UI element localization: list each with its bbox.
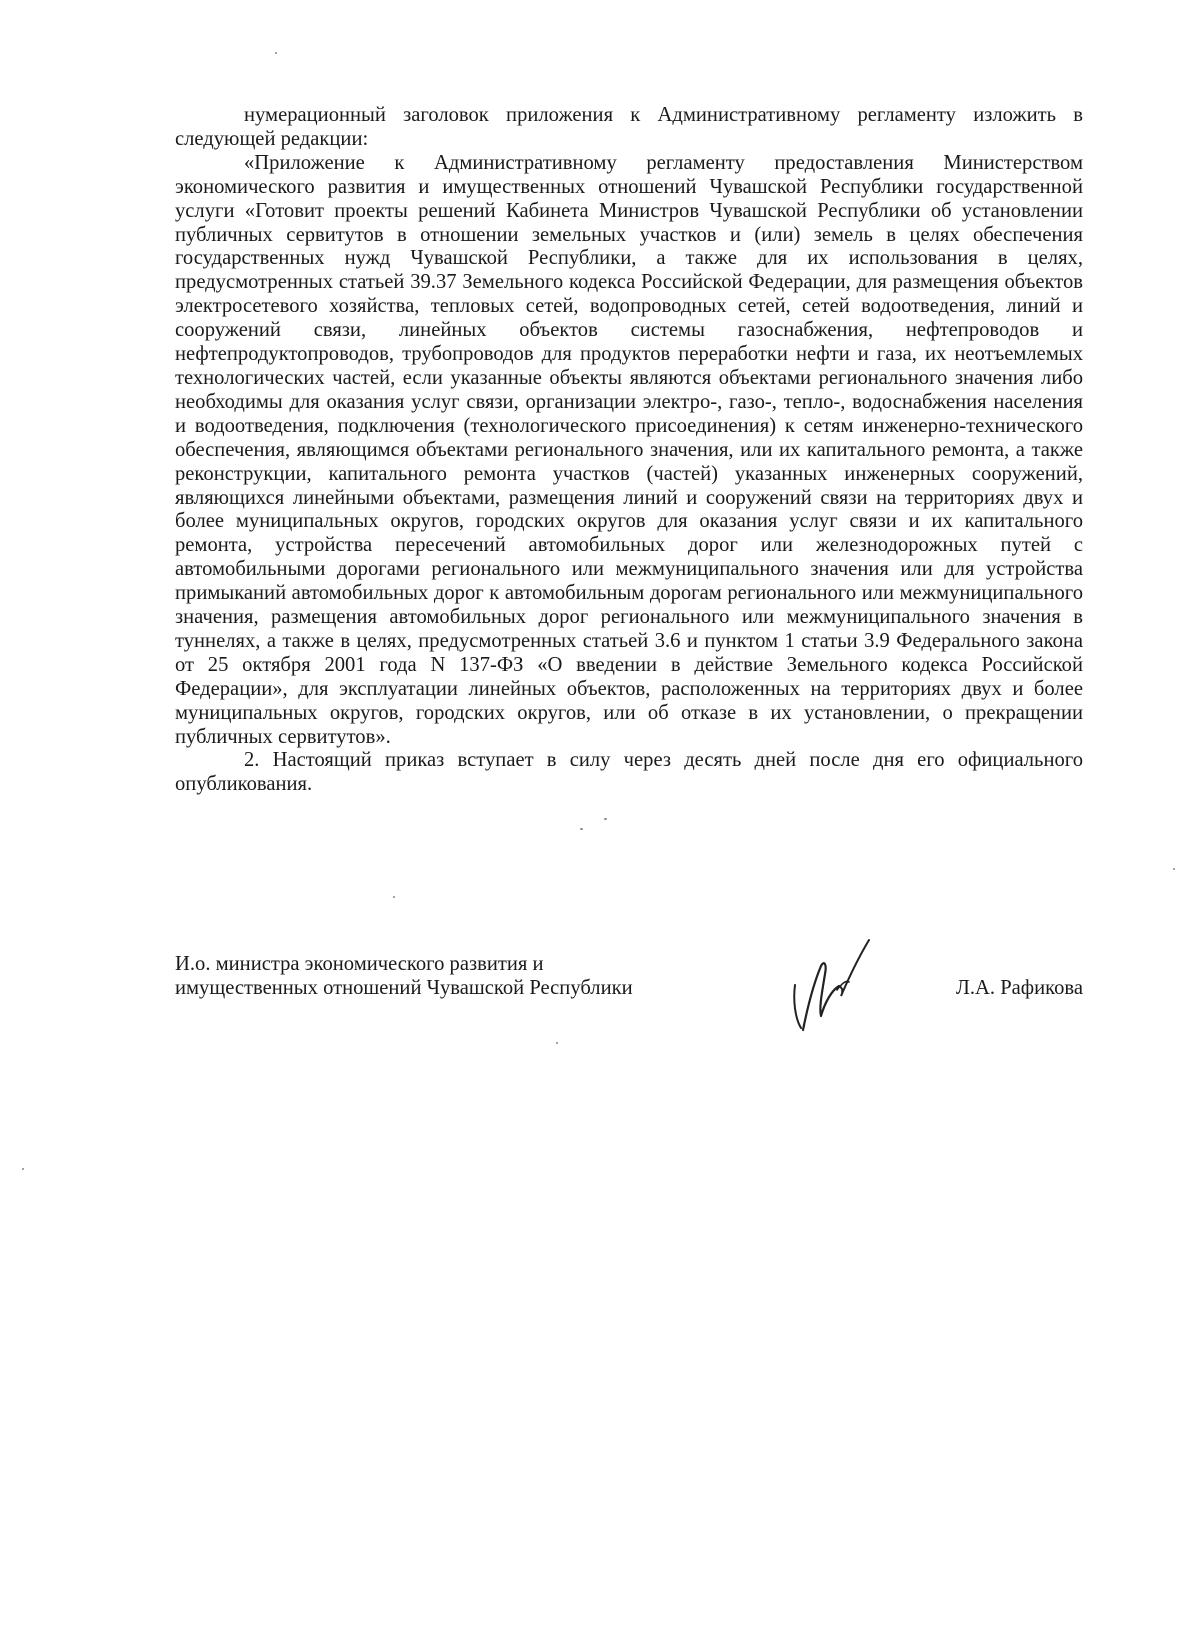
- paragraph-appendix-title: «Приложение к Административному регламенту предоставления Министерством экономического развития и имущественных отношений Чувашской Республики государственной услуги «Готовит проекты решений Кабинета Министров Чувашской Республики об установлении публичных сервитутов в отношении земельных участков и (или) земель в целях обеспечения государственных нужд Чувашской Республики, а также для их использования в целях, предусмотренных статьей 39.37 Земельного кодекса Российской Федерации, для размещения объектов электросетевого хозяйства, тепловых сетей, водопроводных сетей, сетей водоотведения, линий и сооружений связи, линейных объектов системы газоснабжения, нефтепроводов и нефтепродуктопроводов, трубопроводов для продуктов переработки нефти и газа, их неотъемлемых технологических частей, если указанные объекты являются объектами регионального значения либо необходимы для оказания услуг связи, организации электро-, газо-, тепло-, водоснабжения населения и водоотведения, подключения (технологического присоединения) к сетям инженерно-технического обеспечения, являющимся объектами регионального значения, или их капитального ремонта, а также реконструкции, капитального ремонта участков (частей) указанных инженерных сооружений, являющихся линейными объектами, размещения линий и сооружений связи на территориях двух и более муниципальных округов, городских округов для оказания услуг связи и их капитального ремонта, устройства пересечений автомобильных дорог или железнодорожных путей с автомобильными дорогами регионального или межмуниципального значения или для устройства примыканий автомобильных дорог к автомобильным дорогам регионального или межмуниципального значения, размещения автомобильных дорог регионального или межмуниципального значения в туннелях, а также в целях, предусмотренных статьей 3.6 и пунктом 1 статьи 3.9 Федерального закона от 25 октября 2001 года N 137-ФЗ «О введении в действие Земельного кодекса Российской Федерации», для эксплуатации линейных объектов, расположенных на территориях двух и более муниципальных округов, городских округов, или об отказе в их установлении, о прекращении публичных сервитутов».: [175, 151, 1083, 748]
- scan-speck: [556, 1042, 558, 1044]
- handwritten-signature: [777, 930, 887, 1040]
- scan-speck: [604, 818, 607, 820]
- signatory-position-line-1: И.о. министра экономического развития и: [175, 953, 544, 975]
- scan-speck: [1173, 868, 1175, 870]
- paragraph-heading-amendment: нумерационный заголовок приложения к Административному регламенту изложить в следующей редакции:: [175, 104, 1083, 150]
- document-body: [175, 104, 1083, 797]
- scan-speck: [393, 896, 395, 898]
- scan-speck: [580, 828, 583, 830]
- scan-speck: [22, 1168, 24, 1170]
- paragraph-entry-into-force: 2. Настоящий приказ вступает в силу через десять дней после дня его официального опубликования.: [175, 749, 1083, 796]
- signatory-position: [175, 952, 633, 1000]
- signatory-position-line-2: имущественных отношений Чувашской Республики: [175, 977, 633, 999]
- signature-block: [175, 952, 1083, 1032]
- scan-speck: [275, 52, 277, 54]
- signatory-name: Л.А. Рафикова: [955, 977, 1083, 999]
